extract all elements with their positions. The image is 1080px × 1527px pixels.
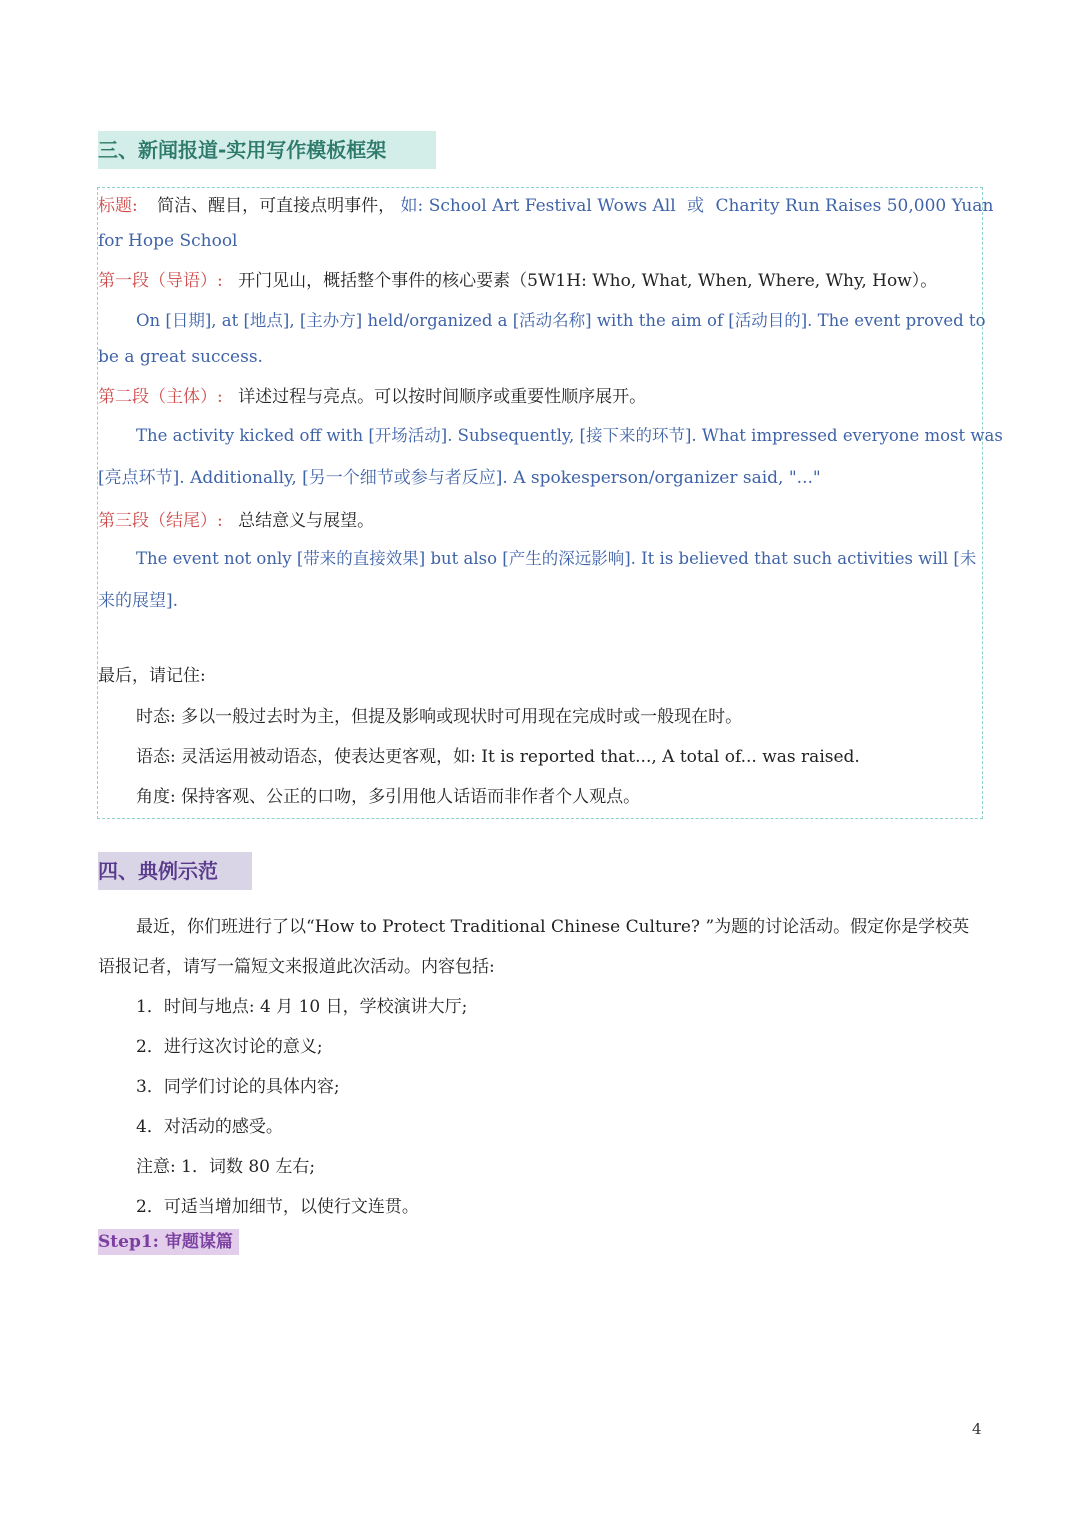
para1-template-b: be a great success. (98, 347, 263, 367)
task-item-3: 3．同学们讨论的具体内容; (136, 1077, 340, 1097)
remember-voice: 语态: 灵活运用被动语态，使表达更客观，如: It is reported that..., A total of... was raised. (136, 747, 860, 767)
title-line (98, 191, 993, 216)
task-intro-a: 最近，你们班进行了以“How to Protect Traditional Chinese Culture? ”为题的讨论活动。假定你是学校英 (136, 917, 970, 937)
page-number: 4 (972, 1420, 982, 1438)
para1-label: 第一段（导语）: (98, 271, 223, 291)
remember-tense: 时态: 多以一般过去时为主，但提及影响或现状时可用现在完成时或一般现在时。 (136, 707, 743, 727)
para3-label: 第三段（结尾）: (98, 511, 223, 531)
remember-title: 最后，请记住: (98, 666, 206, 686)
task-item-4: 4．对活动的感受。 (136, 1117, 283, 1137)
para2-template-b: [亮点环节]. Additionally, [另一个细节或参与者反应]. A spokesperson/organizer said, "..." (98, 468, 821, 488)
remember-angle: 角度: 保持客观、公正的口吻，多引用他人话语而非作者个人观点。 (136, 787, 641, 807)
para1-line (98, 266, 937, 291)
task-note-2: 2．可适当增加细节，以使行文连贯。 (136, 1197, 419, 1217)
section-3-heading: 三、新闻报道-实用写作模板框架 (98, 131, 436, 169)
example-2-part-a: Charity Run Raises 50,000 Yuan (715, 196, 994, 216)
para3-template-a: The event not only [带来的直接效果] but also [产生的深远影响]. It is believed that such activities will [未 (136, 549, 977, 568)
para2-line (98, 382, 646, 407)
para2-label: 第二段（主体）: (98, 387, 223, 407)
para1-template-a: On [日期], at [地点], [主办方] held/organized a [活动名称] with the aim of [活动目的]. The event proved to (136, 311, 986, 330)
para2-template-a: The activity kicked off with [开场活动]. Subsequently, [接下来的环节]. What impressed everyone most was (136, 426, 1003, 445)
para3-template-b: 来的展望]. (98, 591, 179, 611)
para3-description: 总结意义与展望。 (238, 511, 375, 531)
task-intro-b: 语报记者，请写一篇短文来报道此次活动。内容包括: (98, 957, 495, 977)
title-label: 标题: (98, 196, 138, 216)
example-1: School Art Festival Wows All (428, 196, 676, 216)
para1-description: 开门见山，概括整个事件的核心要素（5W1H: Who, What, When, Where, Why, How）。 (238, 271, 938, 291)
section-4-heading: 四、典例示范 (98, 852, 252, 890)
task-item-2: 2．进行这次讨论的意义; (136, 1037, 323, 1057)
example-prefix: 如: (400, 196, 424, 216)
title-description: 简洁、醒目，可直接点明事件， (157, 196, 396, 216)
step1-label: Step1: 审题谋篇 (98, 1229, 239, 1255)
task-item-1: 1．时间与地点: 4 月 10 日，学校演讲大厅; (136, 997, 468, 1017)
para3-line (98, 506, 374, 531)
or-word: 或 (687, 196, 705, 216)
para2-description: 详述过程与亮点。可以按时间顺序或重要性顺序展开。 (238, 387, 647, 407)
example-2-part-b: for Hope School (98, 231, 238, 251)
task-note-1: 注意: 1．词数 80 左右; (136, 1157, 316, 1177)
